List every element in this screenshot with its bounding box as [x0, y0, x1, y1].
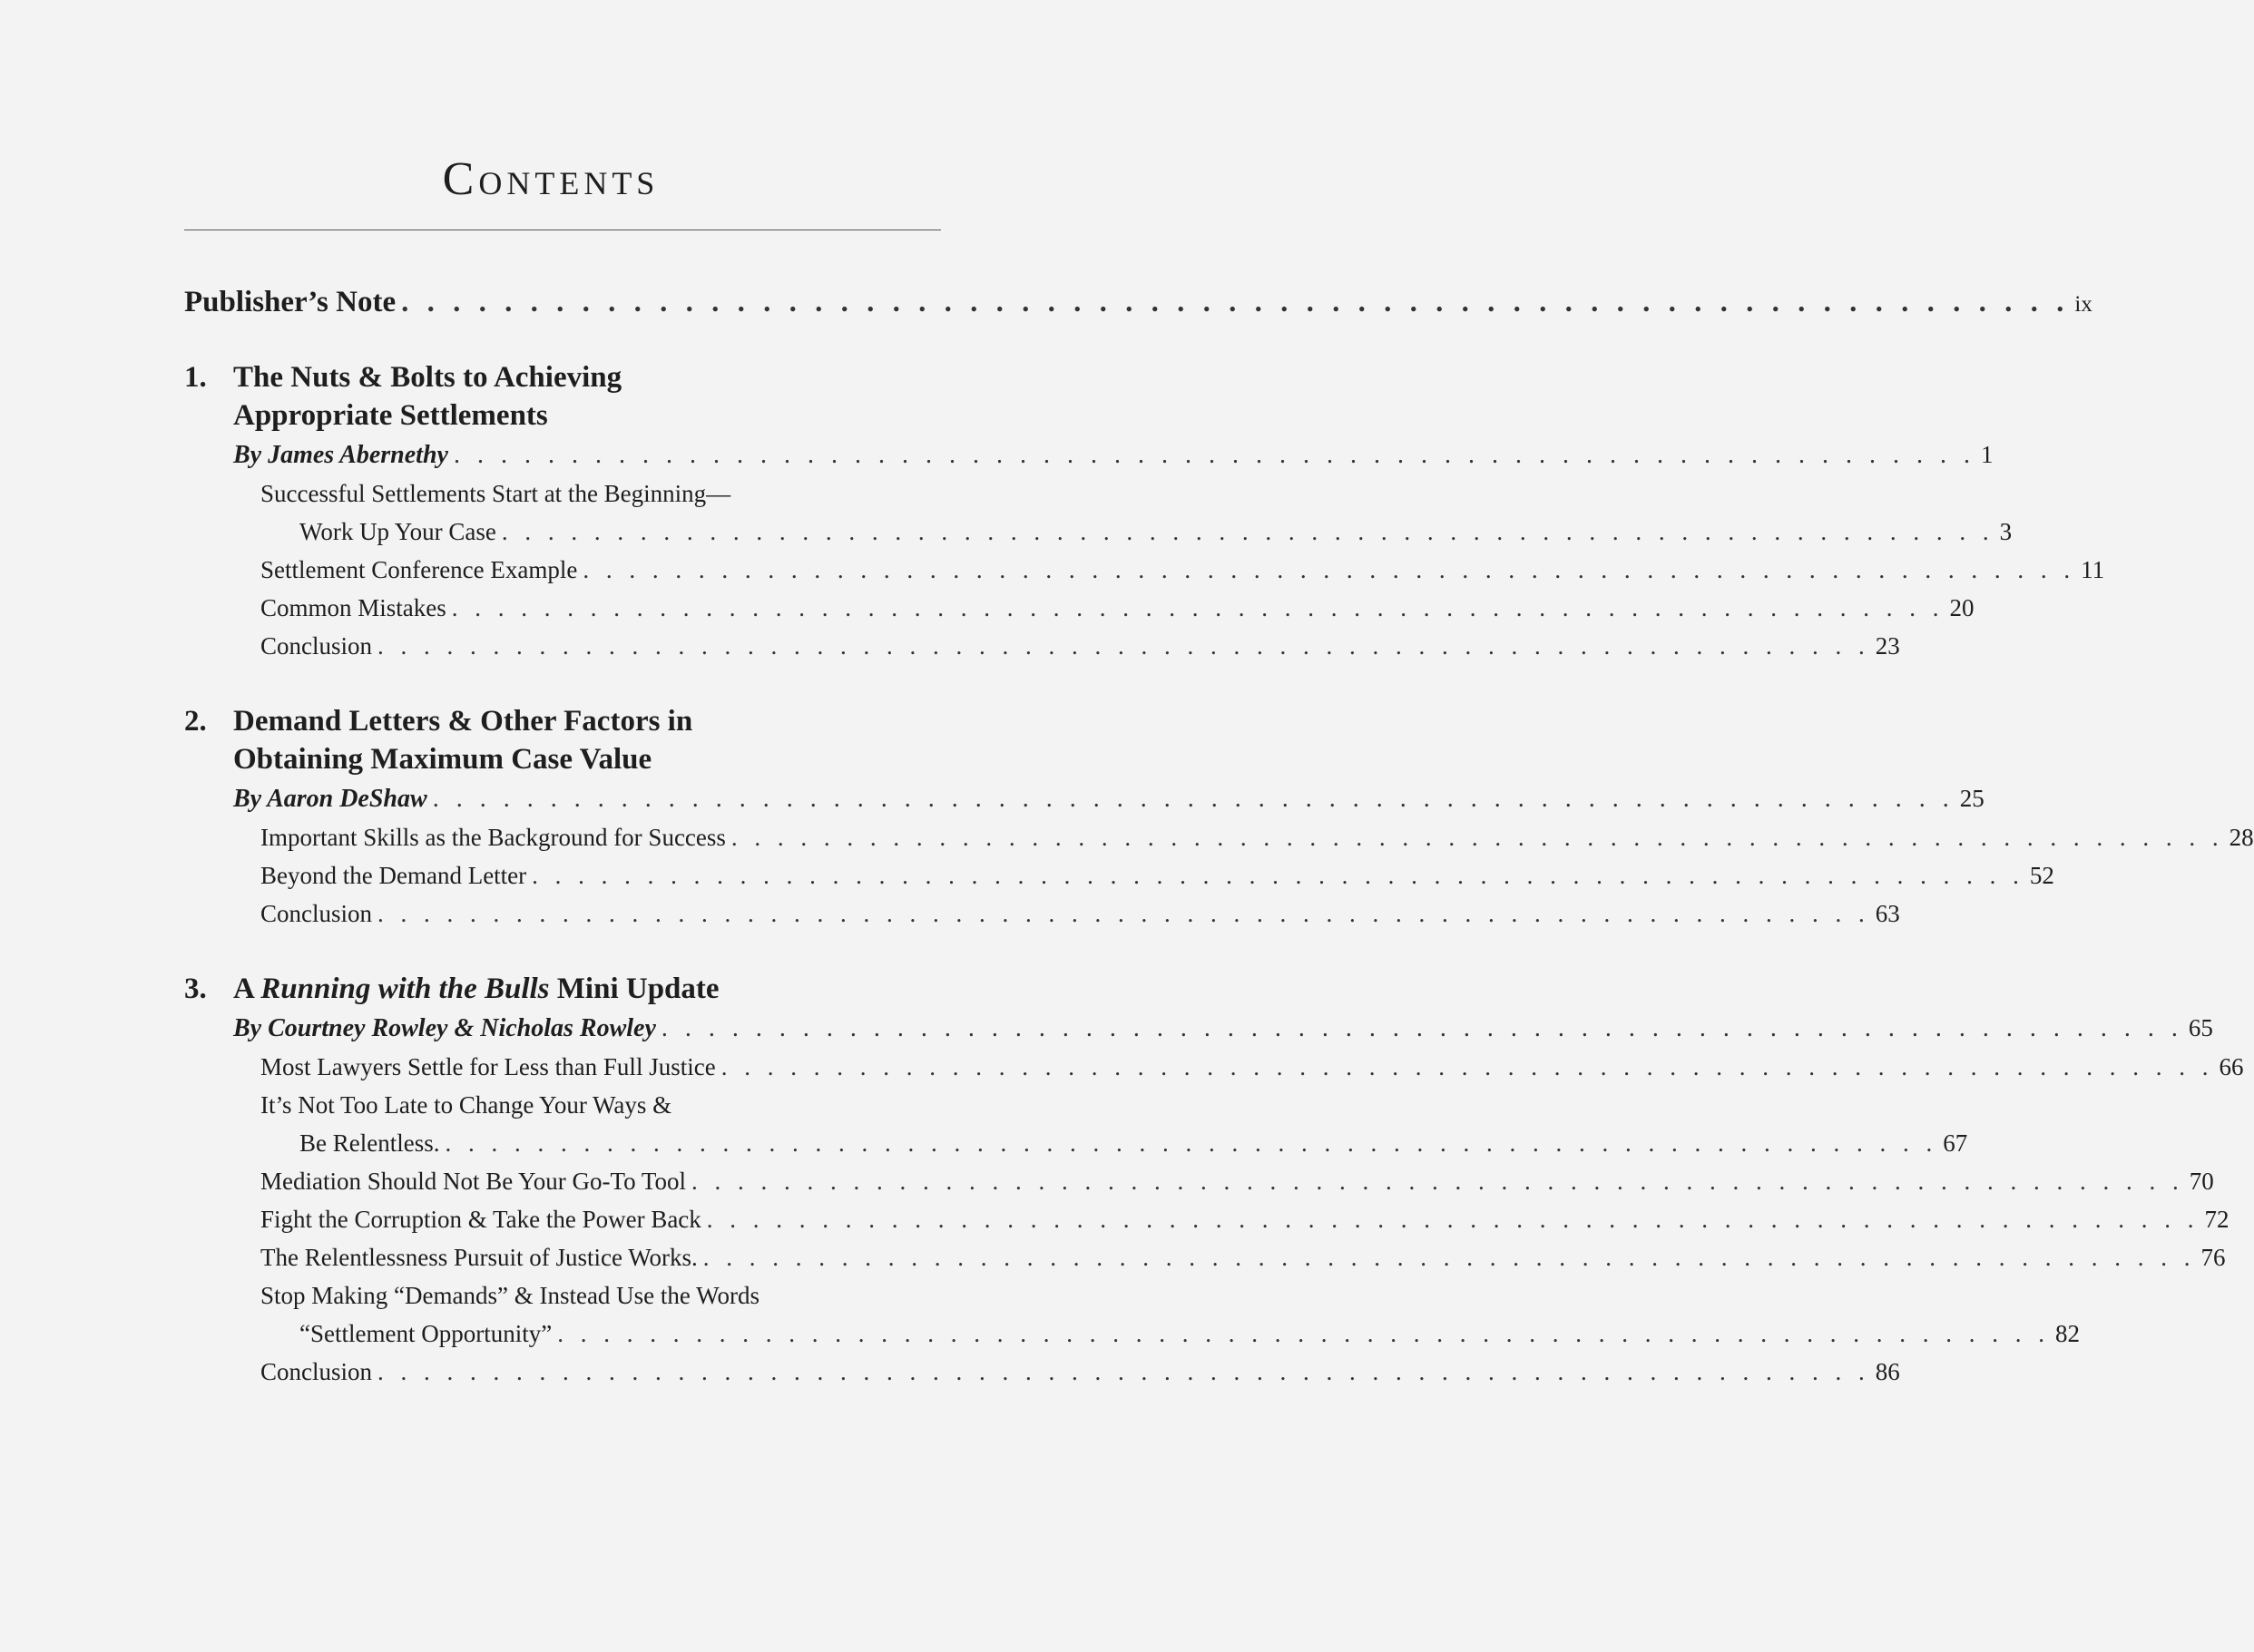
- toc-entry-author[interactable]: [184, 441, 1994, 470]
- dot-leader: . . . . . . . . . . . . . . . . . . . . . . . . . . . . . . . . . . . . . . . . . . . . . . . . . . . . . . . . . . . . . . . . .: [532, 862, 2024, 889]
- chapter-number: 2.: [184, 705, 207, 738]
- toc-entry-section[interactable]: [184, 1206, 2230, 1234]
- toc-entry-section[interactable]: [184, 1244, 2226, 1272]
- author-name: By Aaron DeShaw: [233, 785, 427, 813]
- chapter-title[interactable]: [184, 973, 941, 1005]
- entry-page: 67: [1943, 1129, 1968, 1157]
- dot-leader: . . . . . . . . . . . . . . . . . . . . . . . . . . . . . . . . . . . . . . . . . . . . . . . . . . . . . . . . . . . . . . . . .: [377, 632, 1870, 660]
- chapter-title-prefix: A: [233, 973, 254, 1005]
- author-name: By Courtney Rowley & Nicholas Rowley: [233, 1014, 656, 1042]
- entry-page: 20: [1949, 594, 1975, 621]
- toc-entry-section-continued[interactable]: [184, 1320, 2080, 1348]
- toc-entry-section[interactable]: [184, 481, 1017, 508]
- dot-leader: . . . . . . . . . . . . . . . . . . . . . . . . . . . . . . . . . . . . . . . . . . . . . . . . . . . . . . . . . . . . . . . . .: [401, 286, 2070, 318]
- entry-page: 28: [2229, 824, 2254, 851]
- entry-label: Publisher’s Note: [184, 286, 397, 318]
- dot-leader: . . . . . . . . . . . . . . . . . . . . . . . . . . . . . . . . . . . . . . . . . . . . . . . . . . . . . . . . . . . . . . . . .: [706, 1206, 2200, 1233]
- toc-entry-author[interactable]: [184, 1014, 2213, 1043]
- dot-leader: . . . . . . . . . . . . . . . . . . . . . . . . . . . . . . . . . . . . . . . . . . . . . . . . . . . . . . . . . . . . . . . . .: [730, 824, 2224, 851]
- section-title: Important Skills as the Background for Success: [260, 824, 726, 851]
- chapter-title-line: [233, 973, 720, 1005]
- toc-entry-section-continued[interactable]: [184, 518, 2013, 546]
- page-title: Contents: [442, 153, 660, 205]
- dot-leader: . . . . . . . . . . . . . . . . . . . . . . . . . . . . . . . . . . . . . . . . . . . . . . . . . . . . . . . . . . . . . . . . .: [377, 1358, 1870, 1385]
- dot-leader: . . . . . . . . . . . . . . . . . . . . . . . . . . . . . . . . . . . . . . . . . . . . . . . . . . . . . . . . . . . . . . . . .: [583, 556, 2076, 583]
- chapter-title[interactable]: [184, 705, 941, 738]
- toc-entry-section[interactable]: [184, 900, 1900, 928]
- toc-entry-section[interactable]: [184, 632, 1900, 660]
- chapter-title-line: Obtaining Maximum Case Value: [233, 743, 652, 776]
- dot-leader: . . . . . . . . . . . . . . . . . . . . . . . . . . . . . . . . . . . . . . . . . . . . . . . . . . . . . . . . . . . . . . . . .: [661, 1014, 2183, 1042]
- chapter-title-line: Appropriate Settlements: [233, 399, 548, 432]
- dot-leader: . . . . . . . . . . . . . . . . . . . . . . . . . . . . . . . . . . . . . . . . . . . . . . . . . . . . . . . . . . . . . . . . .: [432, 785, 1955, 813]
- section-title: Fight the Corruption & Take the Power Back: [260, 1206, 701, 1233]
- section-title: It’s Not Too Late to Change Your Ways &: [260, 1091, 672, 1119]
- entry-page: 52: [2029, 862, 2054, 889]
- entry-page: 66: [2219, 1053, 2244, 1080]
- section-title: Be Relentless.: [299, 1129, 440, 1157]
- chapter-title[interactable]: [184, 361, 941, 394]
- section-title: Conclusion: [260, 632, 373, 660]
- section-title: Mediation Should Not Be Your Go-To Tool: [260, 1168, 686, 1195]
- chapter-title-line: Demand Letters & Other Factors in: [233, 705, 693, 738]
- section-title: Conclusion: [260, 1358, 373, 1385]
- dot-leader: . . . . . . . . . . . . . . . . . . . . . . . . . . . . . . . . . . . . . . . . . . . . . . . . . . . . . . . . . . . . . . . . .: [720, 1053, 2214, 1080]
- chapter-title-line: The Nuts & Bolts to Achieving: [233, 361, 622, 394]
- entry-page: ix: [2074, 292, 2092, 317]
- toc-entry-section[interactable]: [184, 1053, 2244, 1081]
- entry-page: 76: [2200, 1244, 2226, 1271]
- chapter-title-suffix: Mini Update: [556, 973, 720, 1005]
- section-title: Beyond the Demand Letter: [260, 862, 527, 889]
- dot-leader: . . . . . . . . . . . . . . . . . . . . . . . . . . . . . . . . . . . . . . . . . . . . . . . . . . . . . . . . . . . . . . . . .: [377, 900, 1870, 927]
- toc-entry-publishers-note[interactable]: [184, 286, 2092, 318]
- toc-entry-author[interactable]: [184, 785, 1984, 814]
- dot-leader: . . . . . . . . . . . . . . . . . . . . . . . . . . . . . . . . . . . . . . . . . . . . . . . . . . . . . . . . . . . . . . . . .: [557, 1320, 2050, 1347]
- dot-leader: . . . . . . . . . . . . . . . . . . . . . . . . . . . . . . . . . . . . . . . . . . . . . . . . . . . . . . . . . . . . . . . . .: [691, 1168, 2184, 1195]
- section-title: The Relentlessness Pursuit of Justice Works.: [260, 1244, 698, 1271]
- chapter-title-continued[interactable]: [184, 399, 990, 432]
- toc-entry-section[interactable]: [184, 556, 2105, 584]
- entry-page: 23: [1875, 632, 1900, 660]
- section-title: Most Lawyers Settle for Less than Full Justice: [260, 1053, 716, 1080]
- toc-entry-section[interactable]: [184, 824, 2254, 852]
- entry-page: 65: [2188, 1014, 2213, 1041]
- dot-leader: . . . . . . . . . . . . . . . . . . . . . . . . . . . . . . . . . . . . . . . . . . . . . . . . . . . . . . . . . . . . . . . . .: [501, 518, 1994, 545]
- section-title: Successful Settlements Start at the Beginning—: [260, 480, 731, 507]
- section-title: Stop Making “Demands” & Instead Use the Words: [260, 1282, 760, 1309]
- author-name: By James Abernethy: [233, 441, 448, 469]
- toc-entry-section[interactable]: [184, 1168, 2214, 1196]
- dot-leader: . . . . . . . . . . . . . . . . . . . . . . . . . . . . . . . . . . . . . . . . . . . . . . . . . . . . . . . . . . . . . . . . .: [445, 1129, 1938, 1157]
- entry-page: 63: [1875, 900, 1900, 927]
- chapter-title-italic: Running with the Bulls: [260, 973, 550, 1005]
- chapter-number: 1.: [184, 361, 207, 394]
- section-title: Settlement Conference Example: [260, 556, 578, 583]
- entry-page: 72: [2204, 1206, 2230, 1233]
- toc-entry-section[interactable]: [184, 1358, 1900, 1386]
- entry-page: 1: [1980, 441, 1994, 468]
- entry-page: 11: [2081, 556, 2105, 583]
- dot-leader: . . . . . . . . . . . . . . . . . . . . . . . . . . . . . . . . . . . . . . . . . . . . . . . . . . . . . . . . . . . . . . . . .: [451, 594, 1945, 621]
- section-title: Common Mistakes: [260, 594, 446, 621]
- section-title: “Settlement Opportunity”: [299, 1320, 553, 1347]
- section-title: Work Up Your Case: [299, 518, 496, 545]
- section-title: Conclusion: [260, 900, 373, 927]
- chapter-title-continued[interactable]: [184, 743, 990, 776]
- entry-page: 25: [1959, 785, 1984, 812]
- dot-leader: . . . . . . . . . . . . . . . . . . . . . . . . . . . . . . . . . . . . . . . . . . . . . . . . . . . . . . . . . . . . . . . . .: [453, 441, 1975, 469]
- entry-page: 82: [2054, 1320, 2080, 1347]
- entry-page: 3: [1999, 518, 2013, 545]
- toc-entry-section[interactable]: [184, 1283, 1017, 1310]
- toc-entry-section[interactable]: [184, 594, 1975, 622]
- toc-entry-section[interactable]: [184, 862, 2054, 890]
- entry-page: 70: [2189, 1168, 2214, 1195]
- entry-page: 86: [1875, 1358, 1900, 1385]
- chapter-number: 3.: [184, 973, 207, 1005]
- toc-entry-section[interactable]: [184, 1092, 1017, 1119]
- dot-leader: . . . . . . . . . . . . . . . . . . . . . . . . . . . . . . . . . . . . . . . . . . . . . . . . . . . . . . . . . . . . . . . . .: [702, 1244, 2196, 1271]
- toc-entry-section-continued[interactable]: [184, 1129, 1968, 1158]
